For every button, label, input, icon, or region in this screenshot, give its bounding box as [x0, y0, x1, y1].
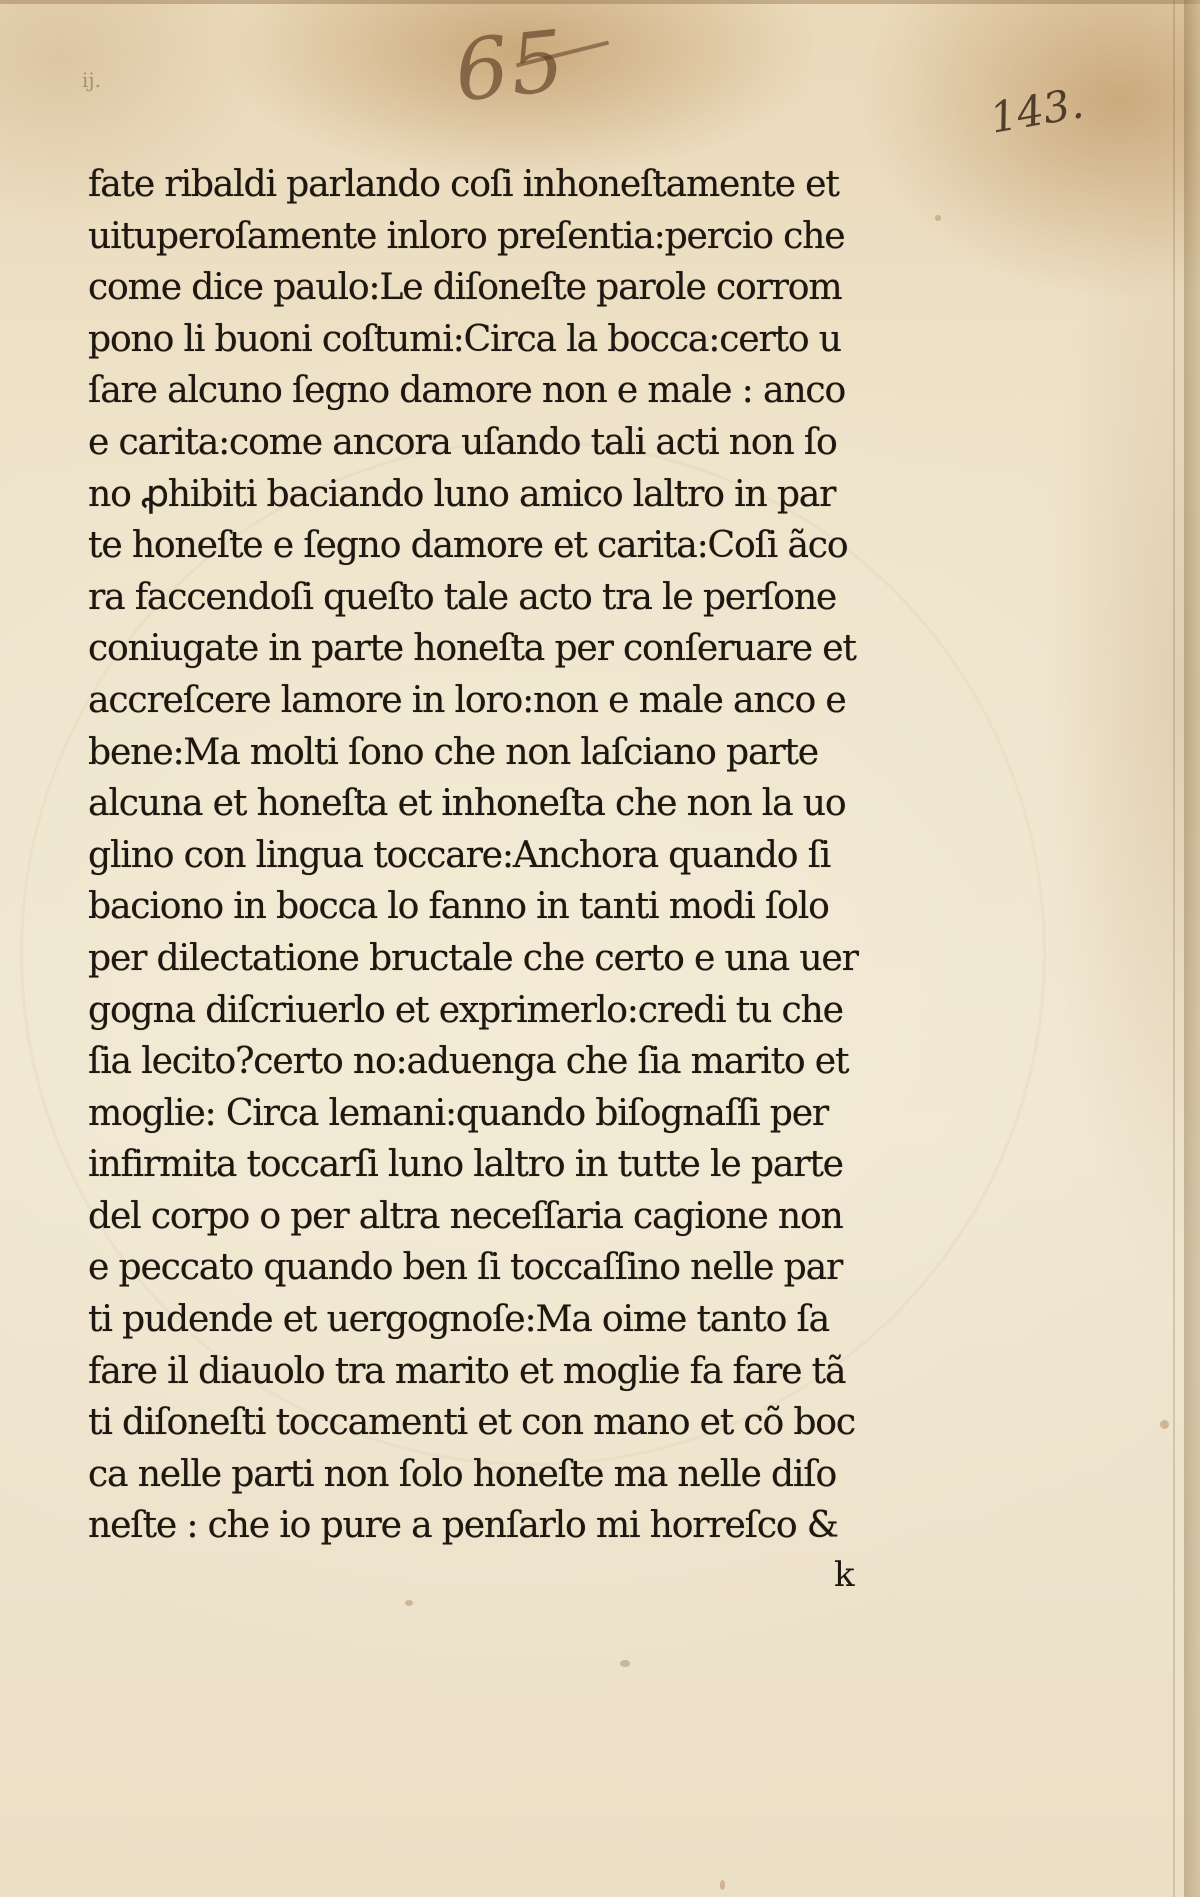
text-line: pono li buoni coſtumi:Circa la bocca:certo u [88, 316, 841, 360]
text-line: uituperoſamente inloro preſentia:percio che [88, 213, 845, 257]
foxing-spot [620, 1660, 630, 1667]
body-text [88, 158, 908, 1551]
text-line: ſare alcuno ſegno damore non e male : anco [88, 368, 846, 412]
text-line: accreſcere lamore in loro:non e male anco e [88, 677, 846, 721]
text-line: no ꝓhibiti baciando luno amico laltro in par [88, 471, 836, 515]
catchword: k [834, 1555, 855, 1595]
text-line: te honeſte e ſegno damore et carita:Coſi ãco [88, 523, 848, 567]
folio-number: 65 [450, 11, 571, 121]
text-line: infirmita toccarſi luno laltro in tutte le parte [88, 1142, 843, 1186]
text-line: e peccato quando ben ſi toccaſſino nelle par [88, 1245, 843, 1289]
text-line: del corpo o per altra neceſſaria cagione non [88, 1193, 843, 1237]
text-line: fare il diauolo tra marito et moglie fa fare tã [88, 1348, 846, 1392]
text-line: gogna diſcriuerlo et exprimerlo:credi tu che [88, 987, 843, 1031]
text-line: baciono in bocca lo fanno in tanti modi ſolo [88, 884, 829, 928]
text-line: fate ribaldi parlando coſi inhoneſtamente et [88, 162, 839, 205]
page-corner-number: 143. [986, 78, 1087, 143]
page-top-edge [0, 0, 1200, 4]
foxing-spot [1160, 1420, 1169, 1429]
text-line: neſte : che io pure a penſarlo mi horreſco & [88, 1503, 838, 1547]
foxing-spot [935, 215, 941, 221]
signature-mark: ij. [82, 68, 101, 92]
text-line: bene:Ma molti ſono che non laſciano parte [88, 729, 818, 773]
text-line: e carita:come ancora uſando tali acti non ſo [88, 419, 837, 463]
page-right-edge [1184, 0, 1200, 1897]
foxing-spot [405, 1600, 413, 1606]
page-fold-line [1173, 0, 1175, 1897]
text-line: coniugate in parte honeſta per conſeruare et [88, 626, 856, 670]
foxing-spot [720, 1880, 725, 1890]
text-line: ca nelle parti non ſolo honeſte ma nelle diſo [88, 1451, 837, 1495]
text-line: ſia lecito?certo no:aduenga che ſia marito et [88, 1039, 849, 1083]
text-line: per dilectatione bructale che certo e una uer [88, 935, 858, 979]
text-line: ti diſoneſti toccamenti et con mano et cõ boc [88, 1400, 855, 1444]
text-line: glino con lingua toccare:Anchora quando ſi [88, 832, 831, 876]
text-line: alcuna et honeſta et inhoneſta che non la uo [88, 781, 846, 825]
text-line: ti pudende et uergognoſe:Ma oime tanto ſa [88, 1297, 830, 1341]
text-line: ra faccendoſi queſto tale acto tra le perſone [88, 574, 837, 618]
text-line: moglie: Circa lemani:quando biſognaſſi per [88, 1090, 829, 1134]
text-line: come dice paulo:Le diſoneſte parole corrom [88, 265, 842, 309]
